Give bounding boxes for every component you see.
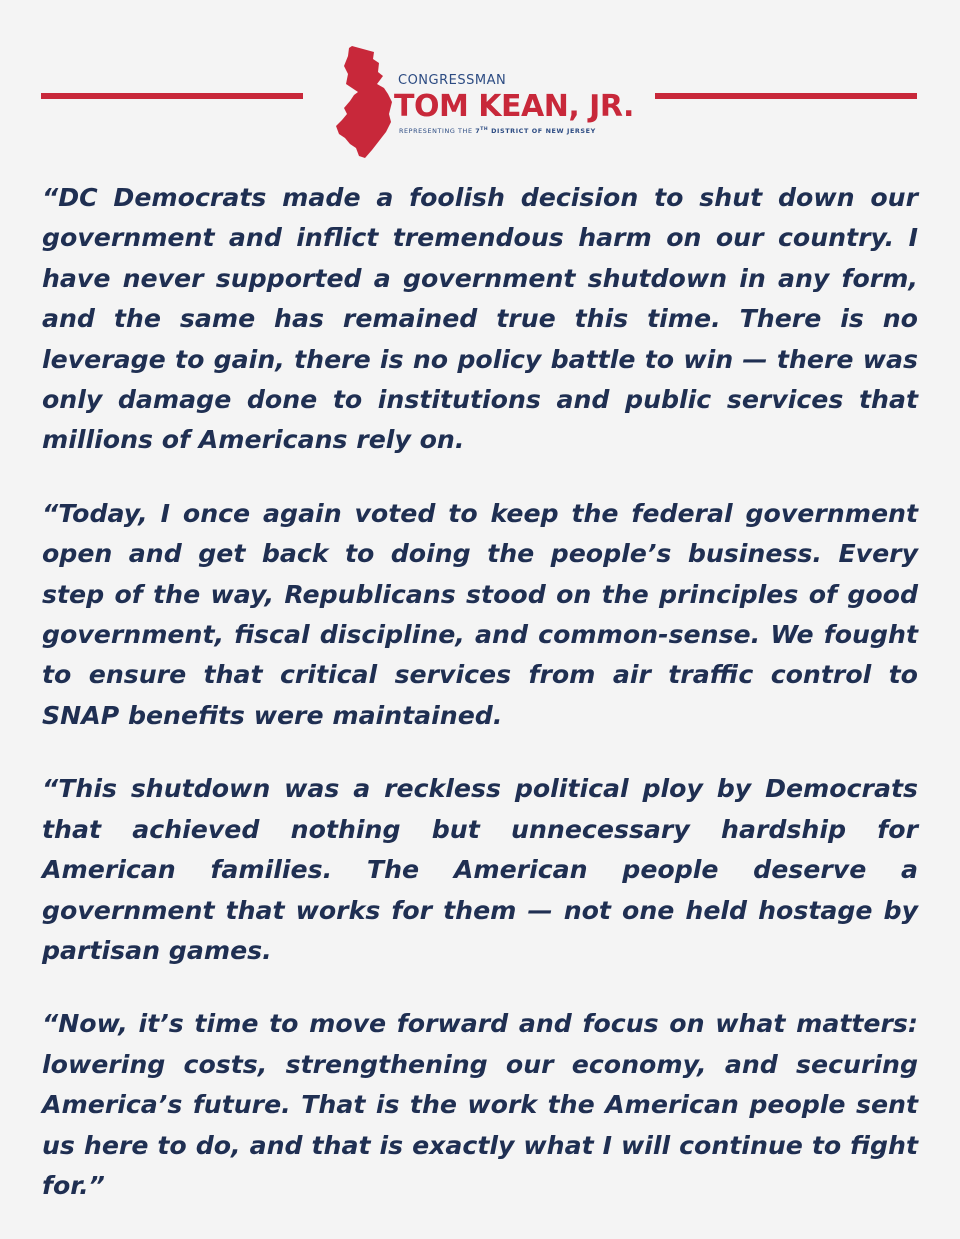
statement-paragraph-3: “This shutdown was a reckless political ploy by Democrats that achieved nothing but unnecessary hardship for American families. The American people deserve a government that works for them — not one held hostage by partisan games. — [42, 774, 918, 965]
new-jersey-map-icon — [332, 46, 400, 160]
statement-paragraph-4: “Now, it’s time to move forward and focus on what matters: lowering costs, strengthening our economy, and securing America’s future. That is the work the American people sent us here to do, and that is exactly what I will continue to fight for.” — [42, 1009, 918, 1200]
statement-paragraph-1: “DC Democrats made a foolish decision to shut down our government and inflict tremendous harm on our country. I have never supported a government shutdown in any form, and the same has remained true this time. There is no leverage to gain, there is no policy battle to win — there was only damage done to institutions and public services that millions of Americans rely on. — [42, 183, 918, 455]
logo-sub-number: 7 — [475, 127, 481, 135]
statement-paragraph-2: “Today, I once again voted to keep the federal government open and get back to doing the people’s business. Every step of the way, Republicans stood on the principles of good government, fiscal discipline, and common-sense. We fought to ensure that critical services from air traffic control to SNAP benefits were maintained. — [42, 498, 918, 730]
header-rule-right — [655, 93, 917, 99]
logo-sub-ordinal: TH — [480, 127, 489, 132]
logo-title-label: CONGRESSMAN — [398, 73, 507, 88]
logo-district-line — [399, 127, 596, 135]
logo-sub-prefix: REPRESENTING THE — [399, 127, 476, 135]
logo-name: TOM KEAN, JR. — [394, 89, 634, 124]
header-rule-left — [41, 93, 303, 99]
statement-body — [42, 178, 918, 1239]
logo-sub-suffix: DISTRICT OF NEW JERSEY — [488, 127, 596, 135]
congressman-logo — [332, 46, 632, 162]
